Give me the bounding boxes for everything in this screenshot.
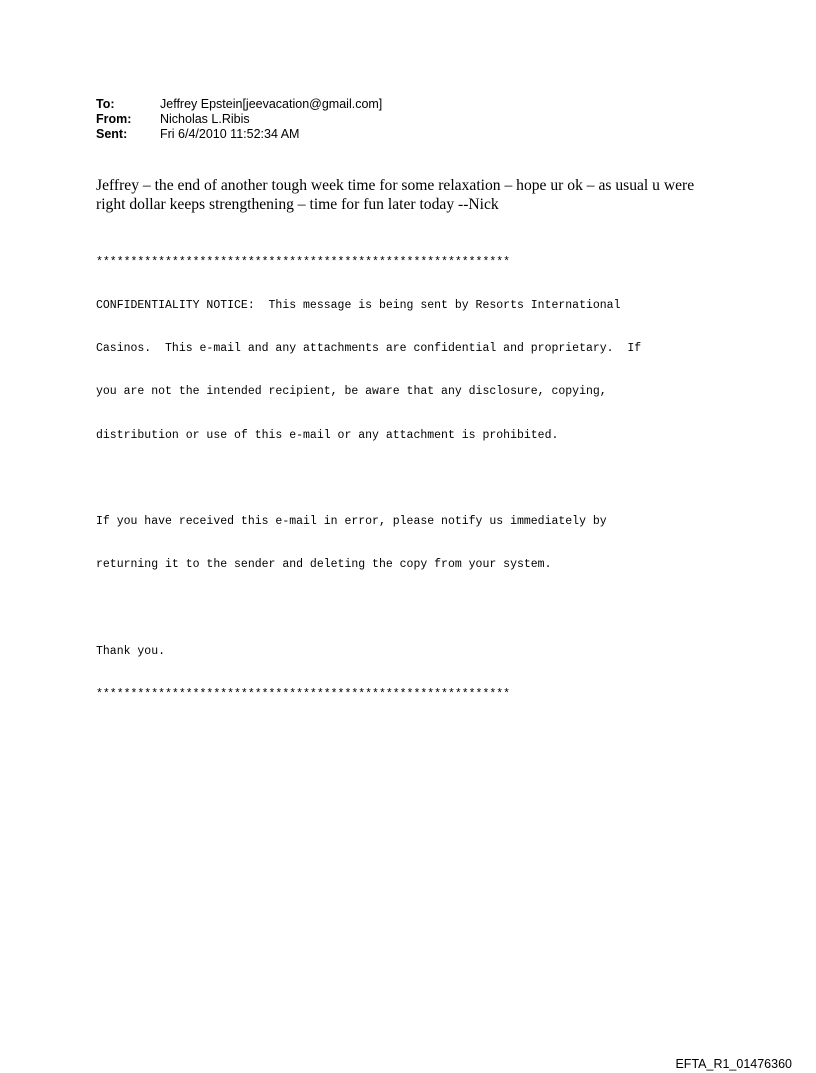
from-label: From: — [96, 112, 132, 126]
footer-stars-bottom: ************************************************************ — [96, 687, 511, 701]
spacer — [96, 602, 641, 616]
notice-line: distribution or use of this e-mail or any attachment is prohibited. — [96, 428, 559, 442]
confidentiality-footer — [96, 227, 641, 731]
from-value: Nicholas L.Ribis — [160, 112, 250, 126]
notice-line: CONFIDENTIALITY NOTICE: This message is being sent by Resorts International — [96, 299, 621, 313]
email-header-block — [96, 97, 382, 142]
footer-stars-top: ************************************************************ — [96, 255, 511, 269]
sent-label: Sent: — [96, 127, 128, 141]
error-line: returning it to the sender and deleting the copy from your system. — [96, 558, 552, 572]
notice-line: Casinos. This e-mail and any attachments are confidential and proprietary. If — [96, 342, 642, 356]
from-row — [96, 112, 382, 127]
sent-row — [96, 127, 382, 142]
spacer — [96, 472, 641, 486]
to-label: To: — [96, 97, 115, 111]
thank-you-line: Thank you. — [96, 644, 166, 658]
error-line: If you have received this e-mail in error, please notify us immediately by — [96, 515, 607, 529]
sent-value: Fri 6/4/2010 11:52:34 AM — [160, 127, 300, 141]
email-body — [96, 176, 736, 214]
to-value: Jeffrey Epstein[jeevacation@gmail.com] — [160, 97, 383, 111]
body-line: Jeffrey – the end of another tough week time for some relaxation – hope ur ok – as usual u were — [96, 177, 695, 194]
document-id: EFTA_R1_01476360 — [675, 1057, 792, 1071]
to-row — [96, 97, 382, 112]
body-line: right dollar keeps strengthening – time for fun later today --Nick — [96, 196, 499, 213]
notice-line: you are not the intended recipient, be aware that any disclosure, copying, — [96, 385, 607, 399]
